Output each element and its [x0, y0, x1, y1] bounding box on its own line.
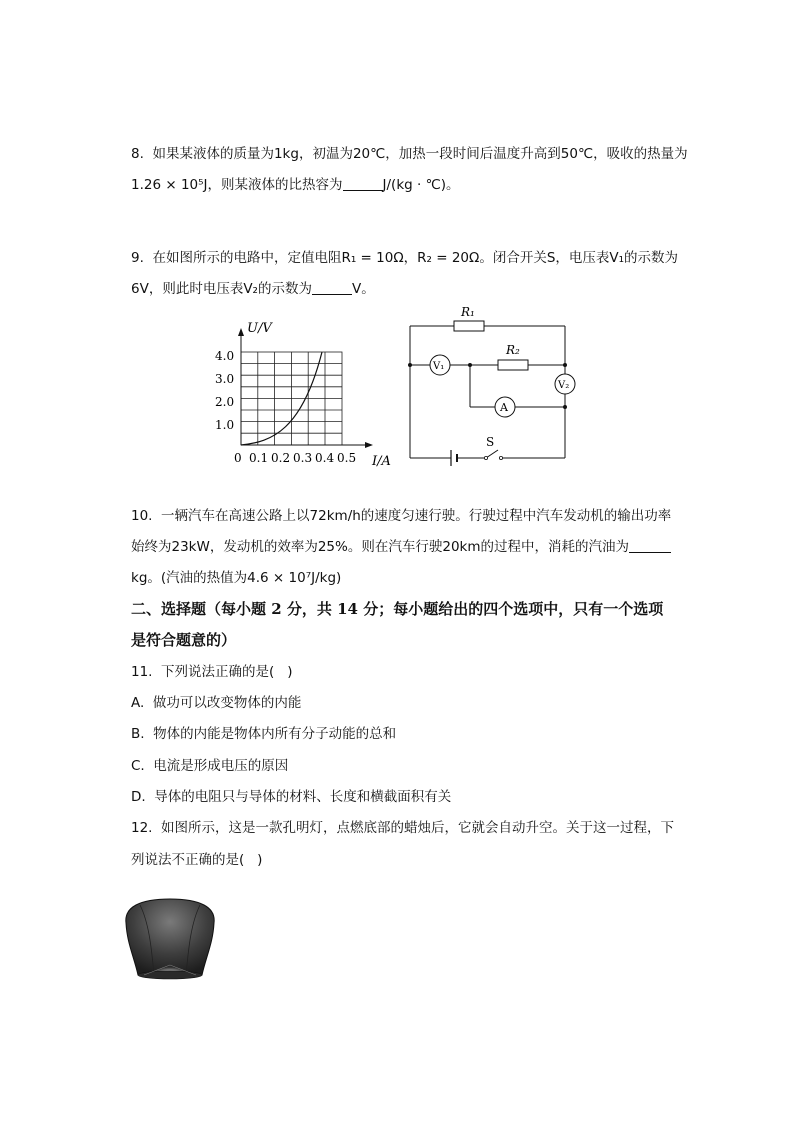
junction-dot [408, 363, 412, 367]
q11-stem: 11. 下列说法正确的是( ) [131, 664, 293, 680]
q12-line1: 12. 如图所示，这是一款孔明灯，点燃底部的蜡烛后，它就会自动升空。关于这一过程，下 [131, 820, 675, 836]
y-tick-label: 4.0 [215, 349, 235, 363]
q10-line1: 10. 一辆汽车在高速公路上以72km/h的速度匀速行驶。行驶过程中汽车发动机的输出功率 [131, 508, 672, 524]
y-tick-label: 1.0 [215, 418, 235, 432]
x-axis-label: I/A [372, 454, 391, 469]
q10-answer-blank[interactable] [629, 538, 671, 553]
resistor-r1 [454, 321, 484, 331]
switch-label: S [486, 435, 495, 449]
q10-line2-text: 始终为23kW，发动机的效率为25%。则在汽车行驶20km的过程中，消耗的汽油为 [131, 539, 629, 555]
x-tick-label: 0.3 [293, 451, 313, 465]
q8-answer-blank[interactable] [343, 176, 383, 191]
q10-line3: kg。(汽油的热值为4.6 × 10⁷J/kg) [131, 570, 342, 586]
circuit-diagram [400, 300, 585, 470]
x-tick-label: 0.1 [249, 451, 269, 465]
switch-contact [484, 456, 487, 459]
switch-contact [499, 456, 502, 459]
q9-answer-blank[interactable] [312, 280, 352, 295]
q8-line2-text: 1.26 × 10⁵J，则某液体的比热容为 [131, 177, 343, 193]
x-tick-label: 0.4 [315, 451, 335, 465]
q11-option-d[interactable]: D. 导体的电阻只与导体的材料、长度和横截面积有关 [131, 789, 452, 805]
sky-lantern-svg [120, 895, 220, 983]
q9-line2 [131, 279, 375, 299]
q11-option-c[interactable]: C. 电流是形成电压的原因 [131, 758, 289, 774]
y-tick-label: 3.0 [215, 372, 235, 386]
switch-lever [486, 450, 498, 458]
y-tick-label: 2.0 [215, 395, 235, 409]
junction-dot [563, 405, 567, 409]
q8-line2 [131, 175, 460, 195]
q12-line2: 列说法不正确的是( ) [131, 852, 263, 868]
u-i-graph [212, 312, 392, 472]
q8-line1: 8. 如果某液体的质量为1kg，初温为20℃，加热一段时间后温度升高到50℃，吸收的热量为 [131, 146, 688, 162]
u-i-graph-svg [212, 312, 392, 472]
r2-label: R₂ [506, 343, 520, 357]
graph-grid [241, 352, 342, 445]
q10-line2 [131, 537, 671, 557]
q8-line2-unit: J/(kg · ℃)。 [382, 177, 460, 193]
ammeter-label: A [500, 401, 508, 414]
q11-option-a[interactable]: A. 做功可以改变物体的内能 [131, 695, 302, 711]
section-heading-line1: 二、选择题（每小题 2 分，共 14 分；每小题给出的四个选项中，只有一个选项 [131, 600, 664, 618]
v2-label: V₂ [558, 380, 570, 391]
q11-option-b[interactable]: B. 物体的内能是物体内所有分子动能的总和 [131, 726, 397, 742]
junction-dot [563, 363, 567, 367]
section-heading-line2: 是符合题意的） [131, 631, 237, 649]
x-axis-arrow-icon [365, 442, 373, 448]
r1-label: R₁ [461, 305, 475, 319]
junction-dot [468, 363, 472, 367]
resistor-r2 [498, 360, 528, 370]
y-axis-label: U/V [247, 321, 272, 336]
origin-label: 0 [234, 451, 242, 465]
q9-line1: 9. 在如图所示的电路中，定值电阻R₁ = 10Ω，R₂ = 20Ω。闭合开关S，电压表V₁的示数为 [131, 250, 679, 266]
x-tick-label: 0.2 [271, 451, 291, 465]
v1-label: V₁ [433, 361, 445, 372]
sky-lantern-image [120, 895, 220, 983]
q9-line2-text: 6V，则此时电压表V₂的示数为 [131, 281, 312, 297]
q9-line2-unit: V。 [351, 281, 375, 297]
y-axis-arrow-icon [238, 328, 244, 336]
x-tick-label: 0.5 [337, 451, 357, 465]
circuit-diagram-svg [400, 300, 585, 470]
